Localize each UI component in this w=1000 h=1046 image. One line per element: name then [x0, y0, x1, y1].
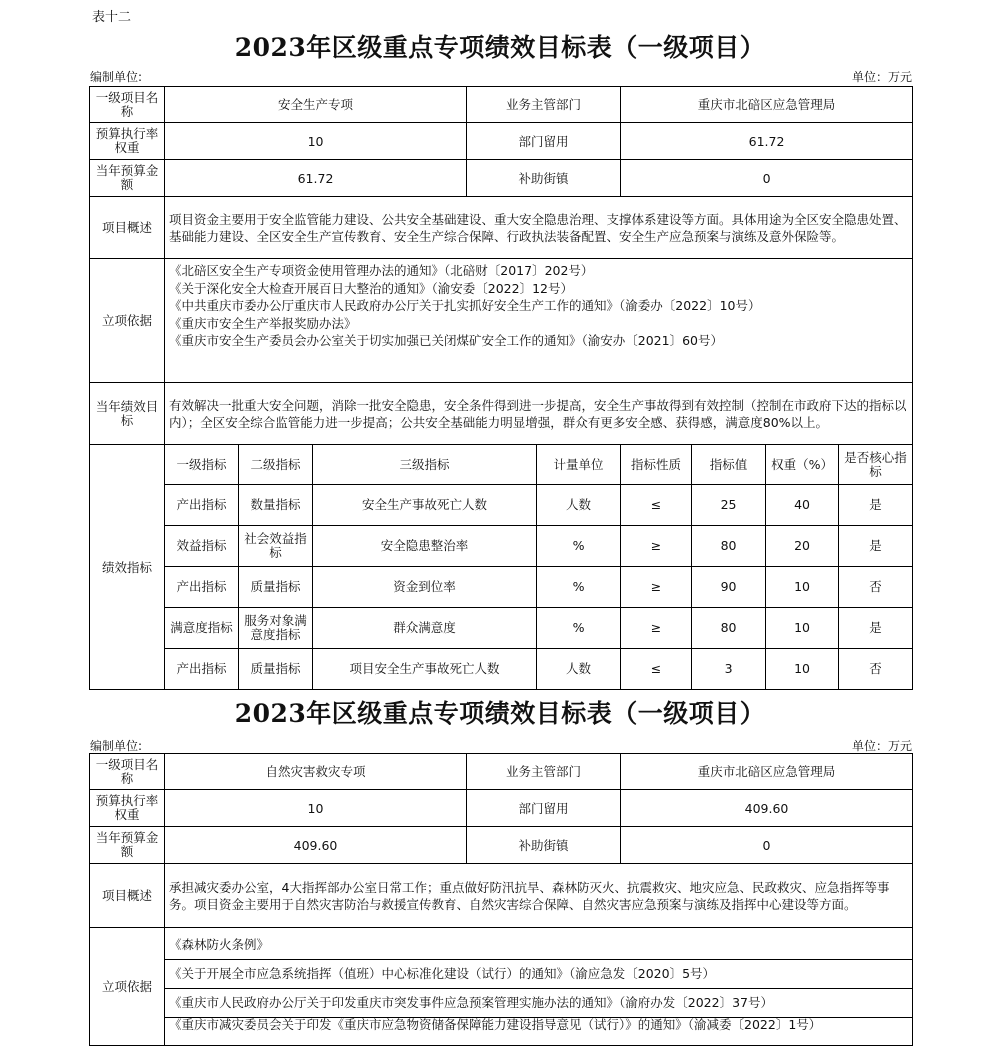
exec-weight-label: 预算执行率权重 — [90, 123, 165, 160]
exec-weight-value: 10 — [165, 123, 467, 160]
performance-table-2 — [89, 753, 913, 1046]
indicator-header: 指标值 — [692, 445, 766, 485]
basis-item: 《关于开展全市应急系统指挥（值班）中心标准化建设（试行）的通知》（渝应急发〔2020〕5号） — [165, 960, 912, 989]
indicator-cell: 25 — [692, 485, 766, 526]
indicator-cell: % — [537, 526, 621, 567]
indicator-cell: ≥ — [621, 608, 692, 649]
compiler-label: 编制单位: — [90, 70, 143, 84]
dept-keep-value: 61.72 — [621, 123, 913, 160]
indicator-header: 三级指标 — [313, 445, 537, 485]
indicator-header: 权重（%） — [766, 445, 839, 485]
budget-value: 61.72 — [165, 160, 467, 197]
indicator-cell: ≥ — [621, 567, 692, 608]
indicator-cell: 40 — [766, 485, 839, 526]
basis-item: 《北碚区安全生产专项资金使用管理办法的通知》（北碚财〔2017〕202号） — [169, 263, 594, 278]
indicator-cell: 质量指标 — [239, 567, 313, 608]
basis-item: 《重庆市安全生产委员会办公室关于切实加强已关闭煤矿安全工作的通知》（渝安办〔2021〕60号） — [169, 333, 723, 348]
project-name-value: 自然灾害救灾专项 — [165, 754, 467, 790]
overview-label: 项目概述 — [90, 197, 165, 259]
indicator-cell: 资金到位率 — [313, 567, 537, 608]
basis-list — [165, 928, 913, 1046]
indicator-cell: 90 — [692, 567, 766, 608]
corner-label: 表十二 — [92, 10, 132, 25]
indicator-cell: 产出指标 — [165, 567, 239, 608]
indicator-cell: 人数 — [537, 485, 621, 526]
dept-label: 业务主管部门 — [467, 87, 621, 123]
subsidy-label: 补助街镇 — [467, 160, 621, 197]
project-name-label: 一级项目名称 — [90, 754, 165, 790]
indicator-cell: 人数 — [537, 649, 621, 690]
dept-keep-label: 部门留用 — [467, 790, 621, 827]
goal-text: 有效解决一批重大安全问题，消除一批安全隐患，安全条件得到进一步提高，安全生产事故得到有效控制（控制在市政府下达的指标以内）；全区安全综合监管能力进一步提高；公共安全基础能力明显增强，群众有更多安全感、获得感，满意度80%以上。 — [165, 383, 913, 445]
table-title-2: 2023年区级重点专项绩效目标表（一级项目） — [234, 699, 766, 728]
basis-item: 《关于深化安全大检查开展百日大整治的通知》（渝安委〔2022〕12号） — [169, 280, 573, 296]
basis-item: 《重庆市减灾委员会关于印发《重庆市应急物资储备保障能力建设指导意见（试行）》的通知》（渝减委〔2022〕1号） — [169, 1017, 822, 1032]
indicator-cell: 10 — [766, 567, 839, 608]
indicator-cell: 是 — [839, 485, 913, 526]
subsidy-value: 0 — [621, 827, 913, 864]
overview-text: 承担减灾委办公室，4大指挥部办公室日常工作；重点做好防汛抗旱、森林防灭火、抗震救灾、地灾应急、民政救灾、应急指挥等事务。项目资金主要用于自然灾害防治与救援宣传教育、自然灾害综合保障、自然灾害应急预案与演练及指挥中心建设等方面。 — [165, 864, 913, 928]
dept-keep-value: 409.60 — [621, 790, 913, 827]
indicator-header: 是否核心指标 — [839, 445, 913, 485]
indicator-cell: ≤ — [621, 485, 692, 526]
subsidy-label: 补助街镇 — [467, 827, 621, 864]
basis-item: 《中共重庆市委办公厅重庆市人民政府办公厅关于扎实抓好安全生产工作的通知》（渝委办〔2022〕10号） — [169, 298, 761, 313]
basis-list — [165, 259, 913, 383]
indicator-cell: 社会效益指标 — [239, 526, 313, 567]
indicator-cell: 数量指标 — [239, 485, 313, 526]
indicator-cell: 产出指标 — [165, 649, 239, 690]
exec-weight-value: 10 — [165, 790, 467, 827]
indicator-header: 计量单位 — [537, 445, 621, 485]
basis-item: 《重庆市人民政府办公厅关于印发重庆市突发事件应急预案管理实施办法的通知》（渝府办发〔2022〕37号） — [165, 989, 912, 1018]
basis-item: 《森林防火条例》 — [165, 931, 912, 960]
indicator-cell: 否 — [839, 649, 913, 690]
indicator-cell: % — [537, 608, 621, 649]
indicator-cell: 否 — [839, 567, 913, 608]
indicator-cell: 10 — [766, 649, 839, 690]
indicator-cell: ≤ — [621, 649, 692, 690]
indicator-cell: 80 — [692, 608, 766, 649]
indicators-label: 绩效指标 — [90, 445, 165, 690]
project-name-value: 安全生产专项 — [165, 87, 467, 123]
indicator-cell: 项目安全生产事故死亡人数 — [313, 649, 537, 690]
indicator-cell: 安全生产事故死亡人数 — [313, 485, 537, 526]
budget-label: 当年预算金额 — [90, 160, 165, 197]
indicator-cell: 20 — [766, 526, 839, 567]
indicator-cell: 安全隐患整治率 — [313, 526, 537, 567]
exec-weight-label: 预算执行率权重 — [90, 790, 165, 827]
budget-label: 当年预算金额 — [90, 827, 165, 864]
indicator-cell: 10 — [766, 608, 839, 649]
indicator-header: 指标性质 — [621, 445, 692, 485]
indicator-cell: 质量指标 — [239, 649, 313, 690]
basis-item: 《重庆市安全生产举报奖励办法》 — [169, 315, 357, 331]
performance-table-1 — [89, 86, 913, 690]
indicator-cell: 是 — [839, 526, 913, 567]
basis-label: 立项依据 — [90, 259, 165, 383]
indicator-cell: 群众满意度 — [313, 608, 537, 649]
unit-row-1 — [90, 68, 912, 85]
overview-text: 项目资金主要用于安全监管能力建设、公共安全基础建设、重大安全隐患治理、支撑体系建设等方面。具体用途为全区安全隐患处置、基础能力建设、全区安全生产宣传教育、安全生产综合保障、行政执法装备配置、安全生产应急预案与演练及意外保险等。 — [165, 197, 913, 259]
unit-label: 单位：万元 — [851, 739, 912, 753]
project-name-label: 一级项目名称 — [90, 87, 165, 123]
table-title-1: 2023年区级重点专项绩效目标表（一级项目） — [234, 33, 766, 62]
dept-value: 重庆市北碚区应急管理局 — [621, 87, 913, 123]
indicator-cell: 效益指标 — [165, 526, 239, 567]
indicator-cell: 满意度指标 — [165, 608, 239, 649]
unit-row-2 — [90, 737, 912, 754]
indicator-cell: ≥ — [621, 526, 692, 567]
overview-label: 项目概述 — [90, 864, 165, 928]
indicator-cell: % — [537, 567, 621, 608]
dept-value: 重庆市北碚区应急管理局 — [621, 754, 913, 790]
indicator-header: 一级指标 — [165, 445, 239, 485]
indicator-cell: 产出指标 — [165, 485, 239, 526]
indicator-header: 二级指标 — [239, 445, 313, 485]
goal-label: 当年绩效目标 — [90, 383, 165, 445]
unit-label: 单位：万元 — [851, 70, 912, 84]
indicator-cell: 80 — [692, 526, 766, 567]
dept-label: 业务主管部门 — [467, 754, 621, 790]
indicator-cell: 是 — [839, 608, 913, 649]
basis-label: 立项依据 — [90, 928, 165, 1046]
subsidy-value: 0 — [621, 160, 913, 197]
budget-value: 409.60 — [165, 827, 467, 864]
indicator-cell: 服务对象满意度指标 — [239, 608, 313, 649]
indicator-cell: 3 — [692, 649, 766, 690]
compiler-label: 编制单位: — [90, 739, 143, 753]
dept-keep-label: 部门留用 — [467, 123, 621, 160]
